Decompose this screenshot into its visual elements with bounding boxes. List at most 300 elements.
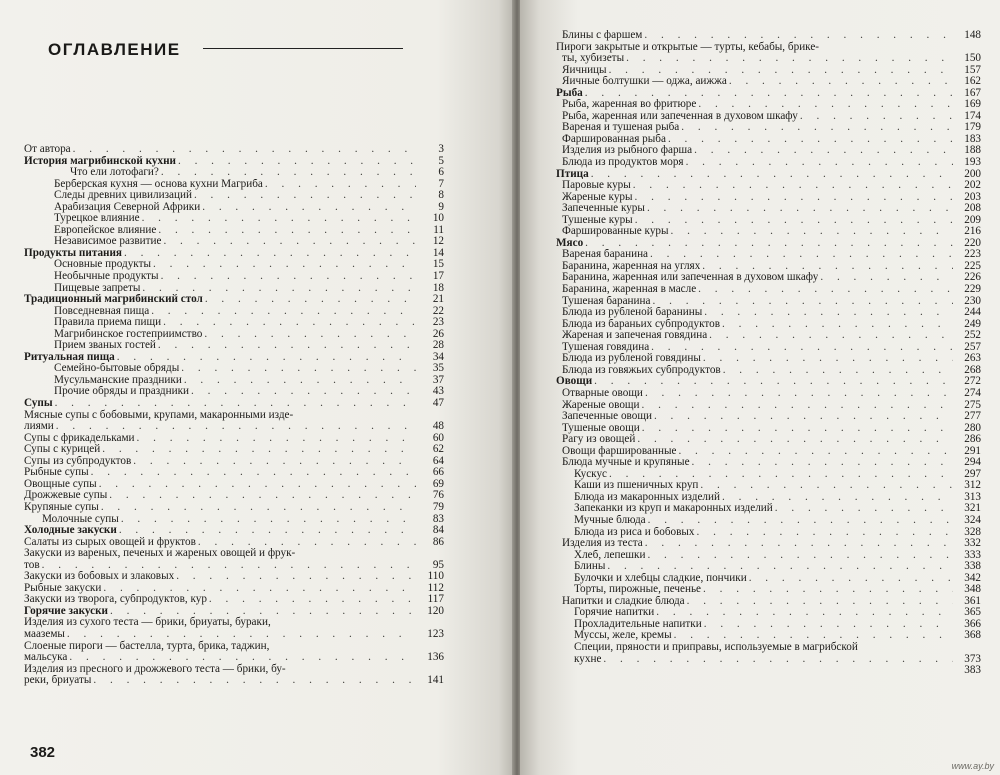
toc-entry-title: Мучные блюда: [574, 514, 646, 526]
toc-entry: [24, 156, 444, 168]
toc-entry: [556, 423, 981, 435]
toc-leader-dots: [609, 65, 953, 77]
toc-page-number: 136: [427, 651, 444, 664]
toc-leader-dots: [117, 352, 416, 364]
toc-page-number: 312: [964, 479, 981, 492]
toc-entry: [24, 294, 444, 306]
toc-entry: [24, 675, 444, 687]
toc-page-number: 62: [432, 443, 444, 456]
toc-entry: [556, 596, 981, 608]
toc-page-number: 252: [964, 329, 981, 342]
toc-entry: [556, 145, 981, 157]
toc-leader-dots: [176, 571, 416, 583]
toc-entry-title: Вареная и тушеная рыба: [562, 122, 680, 134]
toc-leader-dots: [642, 423, 953, 435]
toc-entry-title: Прием званых гостей: [54, 340, 156, 352]
toc-entry-title: Правила приема пищи: [54, 317, 162, 329]
toc-entry-title: Супы: [24, 398, 53, 410]
toc-entry-title: Блюда из риса и бобовых: [574, 526, 695, 538]
toc-entry-line: Слоеные пироги — бастелла, турта, брика, таджин,: [24, 639, 270, 652]
toc-entry: [556, 249, 981, 261]
toc-page-number: 69: [432, 477, 444, 490]
toc-entry-title: Блюда из продуктов моря: [562, 157, 684, 169]
toc-entry: [556, 469, 981, 481]
toc-leader-dots: [265, 179, 416, 191]
toc-page-number: 338: [964, 560, 981, 573]
toc-page-number: 174: [964, 109, 981, 122]
toc-leader-dots: [703, 353, 953, 365]
toc-page-number: 123: [427, 627, 444, 640]
toc-entry: [556, 99, 981, 111]
toc-leader-dots: [137, 433, 416, 445]
toc-entry-title: Дрожжевые супы: [24, 490, 108, 502]
toc-leader-dots: [158, 340, 416, 352]
toc-page-number: 120: [427, 604, 444, 617]
toc-page-number: 268: [964, 363, 981, 376]
toc-page-number: 28: [432, 339, 444, 352]
toc-entry-title: Пищевые запреты: [54, 282, 141, 294]
toc-leader-dots: [102, 444, 416, 456]
toc-leader-dots: [709, 330, 953, 342]
toc-leader-dots: [729, 76, 953, 88]
toc-entry-title: Муссы, желе, кремы: [574, 630, 672, 642]
toc-page-number: 328: [964, 525, 981, 538]
toc-page-number: 263: [964, 352, 981, 365]
page-title: ОГЛАВЛЕНИЕ: [48, 40, 181, 59]
toc-entry-title: Запеченные куры: [562, 203, 645, 215]
toc-entry: [556, 238, 981, 250]
toc-entry: [556, 111, 981, 123]
toc-page-number: 22: [432, 304, 444, 317]
toc-page-number: 202: [964, 179, 981, 192]
toc-page-number: 17: [432, 270, 444, 283]
toc-page-number: 321: [964, 502, 981, 515]
toc-page-number: 110: [427, 570, 444, 583]
toc-entry-title: Независимое развитие: [54, 236, 162, 248]
toc-leader-dots: [191, 386, 416, 398]
toc-page-number: 10: [432, 212, 444, 225]
toc-entry: [556, 284, 981, 296]
toc-page-number: 193: [964, 156, 981, 169]
toc-entry: [556, 261, 981, 273]
toc-entry-title: Фаршированные куры: [562, 226, 669, 238]
toc-leader-dots: [656, 607, 953, 619]
toc-leader-dots: [55, 398, 416, 410]
toc-leader-dots: [42, 560, 416, 572]
toc-entry-title: Магрибинское гостеприимство: [54, 328, 203, 340]
toc-page-number: 37: [432, 373, 444, 386]
toc-leader-dots: [184, 375, 416, 387]
toc-entry: [556, 515, 981, 527]
toc-entry-title: Рыба, жаренная во фритюре: [562, 99, 697, 111]
toc-entry: [556, 527, 981, 539]
toc-entry: [24, 652, 444, 664]
toc-entry-title: Блюда мучные и крупяные: [562, 457, 690, 469]
toc-entry-title: Рыбные супы: [24, 467, 89, 479]
toc-page-number: 169: [964, 98, 981, 111]
toc-page-number: 342: [964, 571, 981, 584]
toc-entry: [556, 434, 981, 446]
toc-entry-title: Ритуальная пища: [24, 351, 115, 363]
toc-entry: [556, 65, 981, 77]
toc-entry: [556, 607, 981, 619]
toc-leader-dots: [671, 226, 953, 238]
toc-entry: [24, 271, 444, 283]
toc-page-number: 34: [432, 350, 444, 363]
toc-entry: [556, 376, 981, 388]
toc-page-number: 47: [432, 397, 444, 410]
toc-leader-dots: [202, 202, 416, 214]
toc-page-number: 48: [432, 420, 444, 433]
toc-entry: [556, 296, 981, 308]
toc-entry-title: Повседневная пища: [54, 305, 150, 317]
toc-leader-dots: [67, 629, 416, 641]
watermark: www.ay.by: [951, 761, 994, 771]
toc-leader-dots: [205, 294, 416, 306]
toc-entry: [24, 386, 444, 398]
toc-entry-title: Яичные болтушки — оджа, аижжа: [562, 76, 727, 88]
toc-entry: [556, 122, 981, 134]
toc-page-number: 383: [964, 664, 981, 677]
toc-entry: [556, 342, 981, 354]
toc-leader-dots: [700, 480, 953, 492]
toc-leader-dots: [653, 296, 954, 308]
toc-leader-dots: [209, 594, 416, 606]
toc-leader-dots: [635, 215, 953, 227]
toc-leader-dots: [692, 457, 953, 469]
toc-entry: [24, 479, 444, 491]
toc-page-number: 183: [964, 132, 981, 145]
toc-page-number: 275: [964, 398, 981, 411]
toc-leader-dots: [704, 619, 953, 631]
toc-leader-dots: [109, 490, 416, 502]
toc-leader-dots: [697, 527, 954, 539]
toc-leader-dots: [91, 467, 416, 479]
toc-page-number: 7: [438, 177, 444, 190]
toc-leader-dots: [603, 654, 953, 666]
toc-entry-title: Блины с фаршем: [562, 30, 643, 41]
toc-page-number: 297: [964, 467, 981, 480]
toc-entry-title: Овощи: [556, 376, 593, 388]
toc-entry: [24, 502, 444, 514]
toc-entry-title: Запеченные овощи: [562, 411, 652, 423]
toc-entry-title: Турецкое влияние: [54, 213, 140, 225]
toc-entry: [556, 503, 981, 515]
toc-page-number: 220: [964, 236, 981, 249]
toc-page-number: 76: [432, 489, 444, 502]
toc-entry: [24, 259, 444, 271]
toc-leader-dots: [591, 169, 953, 181]
toc-entry: [556, 550, 981, 562]
toc-leader-dots: [142, 213, 416, 225]
toc-page-number: 216: [964, 225, 981, 238]
toc-entry-title: Холодные закуски: [24, 525, 117, 537]
toc-page-number: 373: [964, 652, 981, 665]
toc-leader-dots: [722, 319, 953, 331]
toc-leader-dots: [704, 307, 953, 319]
page-number: 382: [30, 744, 56, 761]
toc-leader-dots: [194, 190, 416, 202]
toc-left-column: [24, 144, 444, 687]
toc-page-number: 64: [432, 454, 444, 467]
toc-entry-title: От автора: [24, 144, 71, 155]
toc-entry: [24, 560, 444, 572]
toc-entry-title: Баранина, жаренная или запеченная в духовом шкафу: [562, 272, 819, 284]
toc-page-number: 286: [964, 433, 981, 446]
toc-leader-dots: [645, 538, 953, 550]
toc-entry: [24, 202, 444, 214]
toc-entry-title: Птица: [556, 168, 589, 180]
toc-page-number: 244: [964, 306, 981, 319]
toc-entry-line: Мясные супы с бобовыми, крупами, макаронными изде-: [24, 408, 294, 421]
toc-entry-title: Прочие обряды и праздники: [54, 386, 190, 398]
toc-entry-title: Кускус: [574, 468, 608, 480]
toc-entry: [556, 169, 981, 181]
toc-entry: [556, 272, 981, 284]
toc-entry-title: Мусульманские праздники: [54, 374, 182, 386]
toc-page-number: 179: [964, 121, 981, 134]
toc-entry-title: Крупяные супы: [24, 501, 99, 513]
toc-entry: [24, 167, 444, 179]
toc-leader-dots: [800, 111, 953, 123]
toc-page-number: 95: [432, 558, 444, 571]
toc-entry-title: Рыба: [556, 87, 583, 99]
toc-leader-dots: [775, 503, 953, 515]
toc-entry: [556, 353, 981, 365]
toc-entry-line: Специи, пряности и приправы, используемые в магрибской: [574, 640, 858, 653]
toc-entry: [556, 319, 981, 331]
toc-entry-line: Изделия из сухого теста — брики, бриуаты, бураки,: [24, 616, 271, 629]
toc-entry: [556, 76, 981, 88]
toc-page-number: 66: [432, 466, 444, 479]
toc-leader-dots: [119, 525, 416, 537]
toc-leader-dots: [650, 249, 953, 261]
toc-entry-title: Каши из пшеничных круп: [574, 480, 699, 492]
toc-page-number: 141: [427, 674, 444, 687]
toc-entry: [24, 179, 444, 191]
toc-page-number: 280: [964, 421, 981, 434]
toc-entry: [556, 180, 981, 192]
toc-leader-dots: [163, 236, 416, 248]
toc-entry: [556, 665, 981, 677]
toc-entry-title: мальсука: [24, 652, 68, 664]
toc-page-number: 162: [964, 75, 981, 88]
toc-leader-dots: [142, 283, 416, 295]
toc-page-number: 112: [427, 581, 444, 594]
toc-entry-title: Горячие закуски: [24, 605, 109, 617]
toc-page-number: 361: [964, 594, 981, 607]
toc-page-number: 60: [432, 431, 444, 444]
toc-entry-title: Жареные куры: [562, 191, 633, 203]
toc-entry: [556, 388, 981, 400]
toc-leader-dots: [678, 446, 953, 458]
toc-leader-dots: [161, 271, 416, 283]
right-page: [520, 0, 1000, 775]
toc-leader-dots: [642, 400, 953, 412]
toc-entry-title: Тушеные овощи: [562, 422, 640, 434]
toc-page-number: 272: [964, 375, 981, 388]
toc-entry: [24, 525, 444, 537]
toc-entry: [556, 307, 981, 319]
toc-leader-dots: [645, 388, 953, 400]
toc-leader-dots: [594, 376, 953, 388]
toc-page-number: 148: [964, 29, 981, 41]
toc-entry: [24, 629, 444, 641]
toc-entry: [24, 236, 444, 248]
toc-leader-dots: [124, 248, 416, 260]
toc-entry-title: реки, бриуаты: [24, 675, 92, 687]
toc-entry-title: Изделия из рыбного фарша: [562, 145, 693, 157]
toc-entry-title: Паровые куры: [562, 180, 631, 192]
toc-leader-dots: [644, 30, 953, 42]
toc-page-number: 157: [964, 63, 981, 76]
toc-page-number: 26: [432, 327, 444, 340]
toc-entry: [24, 444, 444, 456]
toc-leader-dots: [585, 88, 953, 100]
toc-leader-dots: [703, 584, 953, 596]
toc-leader-dots: [99, 479, 416, 491]
toc-page-number: 35: [432, 362, 444, 375]
toc-entry-title: ты, хубизеты: [562, 53, 625, 65]
toc-leader-dots: [681, 122, 953, 134]
toc-entry-title: Необычные продукты: [54, 271, 159, 283]
toc-leader-dots: [722, 492, 953, 504]
toc-page-number: 3: [438, 143, 444, 155]
toc-entry: [556, 584, 981, 596]
toc-page-number: 257: [964, 340, 981, 353]
toc-entry: [24, 490, 444, 502]
toc-page-number: 368: [964, 629, 981, 642]
toc-page-number: 117: [427, 593, 444, 606]
toc-entry: [556, 538, 981, 550]
toc-entry-title: лиями: [24, 421, 54, 433]
toc-entry-title: Супы из субпродуктов: [24, 455, 132, 467]
toc-entry: [24, 352, 444, 364]
toc-leader-dots: [687, 596, 953, 608]
toc-page-number: 18: [432, 281, 444, 294]
toc-entry: [556, 53, 981, 65]
toc-leader-dots: [668, 134, 953, 146]
toc-leader-dots: [635, 192, 953, 204]
toc-entry-title: Берберская кухня — основа кухни Магриба: [54, 178, 263, 190]
toc-entry-title: Что ели лотофаги?: [70, 167, 159, 179]
toc-entry: [556, 192, 981, 204]
toc-entry: [24, 190, 444, 202]
toc-leader-dots: [723, 365, 953, 377]
toc-entry-title: Хлеб, лепешки: [574, 549, 646, 561]
toc-page-number: 188: [964, 144, 981, 157]
toc-entry: [24, 283, 444, 295]
toc-leader-dots: [204, 329, 416, 341]
toc-page-number: 5: [438, 154, 444, 167]
toc-page-number: 15: [432, 258, 444, 271]
toc-leader-dots: [647, 203, 953, 215]
toc-leader-dots: [178, 156, 416, 168]
toc-entry: [24, 571, 444, 583]
toc-entry-title: тов: [24, 559, 40, 571]
toc-page-number: 230: [964, 294, 981, 307]
toc-entry: [556, 480, 981, 492]
toc-entry-title: Вареная баранина: [562, 249, 649, 261]
toc-leader-dots: [694, 145, 953, 157]
toc-entry-title: Булочки и хлебцы сладкие, пончики: [574, 572, 747, 584]
toc-leader-dots: [103, 583, 416, 595]
toc-leader-dots: [609, 469, 953, 481]
toc-entry-title: Закуски из творога, субпродуктов, кур: [24, 594, 207, 606]
toc-page-number: 291: [964, 444, 981, 457]
toc-entry-title: Блюда из макаронных изделий: [574, 491, 720, 503]
toc-page-number: 226: [964, 271, 981, 284]
toc-entry: [556, 203, 981, 215]
toc-page-number: 150: [964, 52, 981, 65]
toc-entry: [556, 157, 981, 169]
toc-leader-dots: [626, 53, 953, 65]
toc-entry: [24, 225, 444, 237]
toc-entry: [24, 375, 444, 387]
toc-page-number: 14: [432, 246, 444, 259]
toc-page-number: 84: [432, 524, 444, 537]
toc-page-number: 249: [964, 317, 981, 330]
toc-leader-dots: [69, 652, 416, 664]
toc-entry: [556, 330, 981, 342]
toc-entry-title: Блюда из рубленой баранины: [562, 307, 703, 319]
toc-entry-title: Жареная и запеченая говядина: [562, 330, 708, 342]
toc-page-number: 365: [964, 606, 981, 619]
toc-entry: [556, 365, 981, 377]
toc-entry-title: Тушеная баранина: [562, 295, 651, 307]
toc-leader-dots: [820, 272, 953, 284]
toc-page-number: 43: [432, 385, 444, 398]
toc-leader-dots: [121, 514, 416, 526]
toc-leader-dots: [749, 573, 953, 585]
toc-entry: [556, 619, 981, 631]
toc-leader-dots: [607, 561, 953, 573]
toc-page-number: 348: [964, 583, 981, 596]
toc-leader-dots: [702, 261, 953, 273]
toc-leader-dots: [698, 284, 953, 296]
toc-entry: [556, 400, 981, 412]
toc-entry-title: Основные продукты: [54, 259, 152, 271]
toc-entry: [24, 329, 444, 341]
toc-page-number: 11: [433, 223, 444, 236]
toc-entry-title: Продукты питания: [24, 247, 122, 259]
toc-page-number: 208: [964, 202, 981, 215]
toc-entry: [556, 88, 981, 100]
toc-page-number: 9: [438, 200, 444, 213]
toc-entry: [556, 30, 981, 42]
toc-leader-dots: [647, 550, 953, 562]
toc-entry-title: Напитки и сладкие блюда: [562, 595, 685, 607]
toc-entry-line: Пироги закрытые и открытые — турты, кебабы, брике-: [556, 40, 820, 53]
toc-page-number: 21: [432, 293, 444, 306]
toc-entry-title: Мясо: [556, 237, 584, 249]
toc-leader-dots: [637, 434, 953, 446]
toc-leader-dots: [181, 363, 416, 375]
toc-entry-title: Молочные супы: [42, 513, 119, 525]
toc-page-number: 294: [964, 456, 981, 469]
toc-page-number: 229: [964, 283, 981, 296]
toc-entry-title: Блины: [574, 561, 606, 573]
toc-entry-title: Блюда из говяжьих субпродуктов: [562, 364, 721, 376]
heading-rule: [203, 48, 403, 49]
toc-leader-dots: [585, 238, 953, 250]
toc-entry-title: Торты, пирожные, печенье: [574, 584, 702, 596]
toc-entry-title: Тушеная говядина: [562, 341, 650, 353]
toc-page-number: 209: [964, 213, 981, 226]
toc-leader-dots: [698, 99, 953, 111]
toc-page-number: 200: [964, 167, 981, 180]
toc-leader-dots: [101, 502, 416, 514]
